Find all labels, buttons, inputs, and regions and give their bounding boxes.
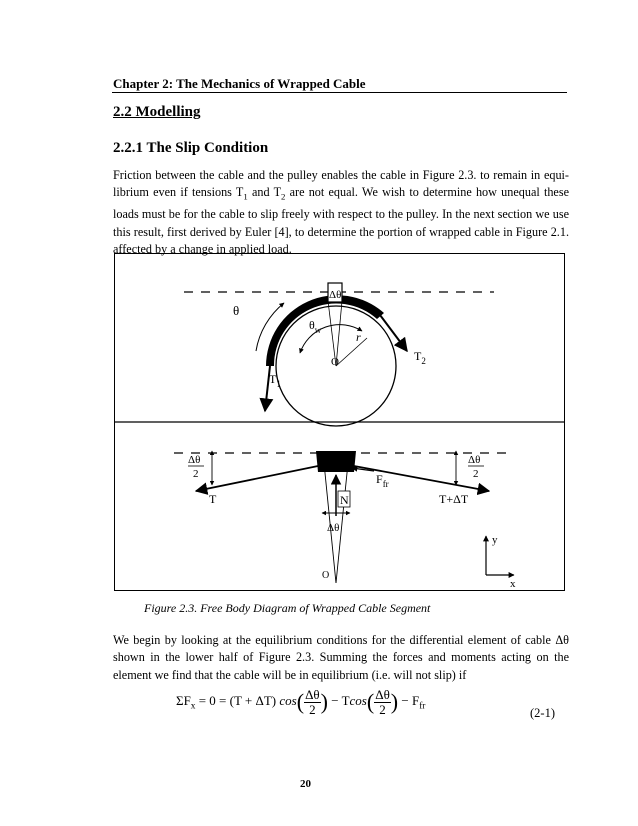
equation-2-1: $\Sigma F_x = 0 = (T + \Delta T)$ cos( $\frac{\Delta\theta}{2}$ ) − Tcos( $\frac{\Delta\theta}{2}$ ) − $F_{fr}$ [176,687,426,717]
chapter-header: Chapter 2: The Mechanics of Wrapped Cable [113,76,366,91]
delta-theta-label-upper: Δθ [329,289,342,301]
page-number: 20 [300,778,311,790]
t-plus-dt-arrow-right [354,466,489,491]
cable-segment [316,451,356,472]
x-axis-label: x [510,578,516,590]
subsection-title: 2.2.1 The Slip Condition [113,140,269,156]
t2-label: $T_2$ [414,349,426,366]
t2-tension-arrow [380,315,407,351]
paragraph-equilibrium: We begin by looking at the equilibrium conditions for the differential element of cable Δθ shown in the lower half of Figure 2.3. Summing the forces and moments acting on the element we find that the cable will be in equilibrium (i.e. will not slip) if [113,633,569,682]
t-arrow-left [196,466,318,491]
t-plus-dt-label: T+ΔT [439,492,469,506]
equation-number: (2-1) [530,706,555,720]
header-divider [112,92,567,93]
theta-w-label: $\theta_w$ [309,318,322,335]
delta-theta-center-label: Δθ [327,522,340,534]
theta-label: θ [233,303,240,318]
radius-r-line [336,338,367,366]
normal-force-label: N [340,493,349,507]
radius-r-label: r [356,330,361,344]
wrapped-cable-band [266,295,384,366]
paragraph-slip-condition: Friction between the cable and the pulley enables the cable in Figure 2.3. to remain in equi-librium even if tensions $T_1$ and $T_2$ are not equal. We wish to determine how unequal these loads must be for the cable to slip freely with respect to the pulley. In the next section we use this result, first derived by Euler [4], to determine the portion of wrapped cable in Figure 2.1. affected by a change in applied load. [113,168,569,257]
t-left-label: T [209,492,217,506]
center-o-label-lower: O [322,570,330,581]
figure-2-3 [114,253,565,591]
figure-caption: Figure 2.3. Free Body Diagram of Wrapped Cable Segment [144,601,431,615]
friction-label: $F_{fr}$ [376,472,389,489]
center-o-label-upper: O [331,356,339,368]
delta-theta-left-label: Δθ [188,454,201,466]
delta-theta-right-label: Δθ [468,454,481,466]
section-title: 2.2 Modelling [113,104,201,120]
y-axis-label: y [492,534,498,546]
t1-label: $T_1$ [269,372,281,389]
two-right-label: 2 [473,468,479,480]
two-left-label: 2 [193,468,199,480]
free-body-diagram [114,253,565,591]
